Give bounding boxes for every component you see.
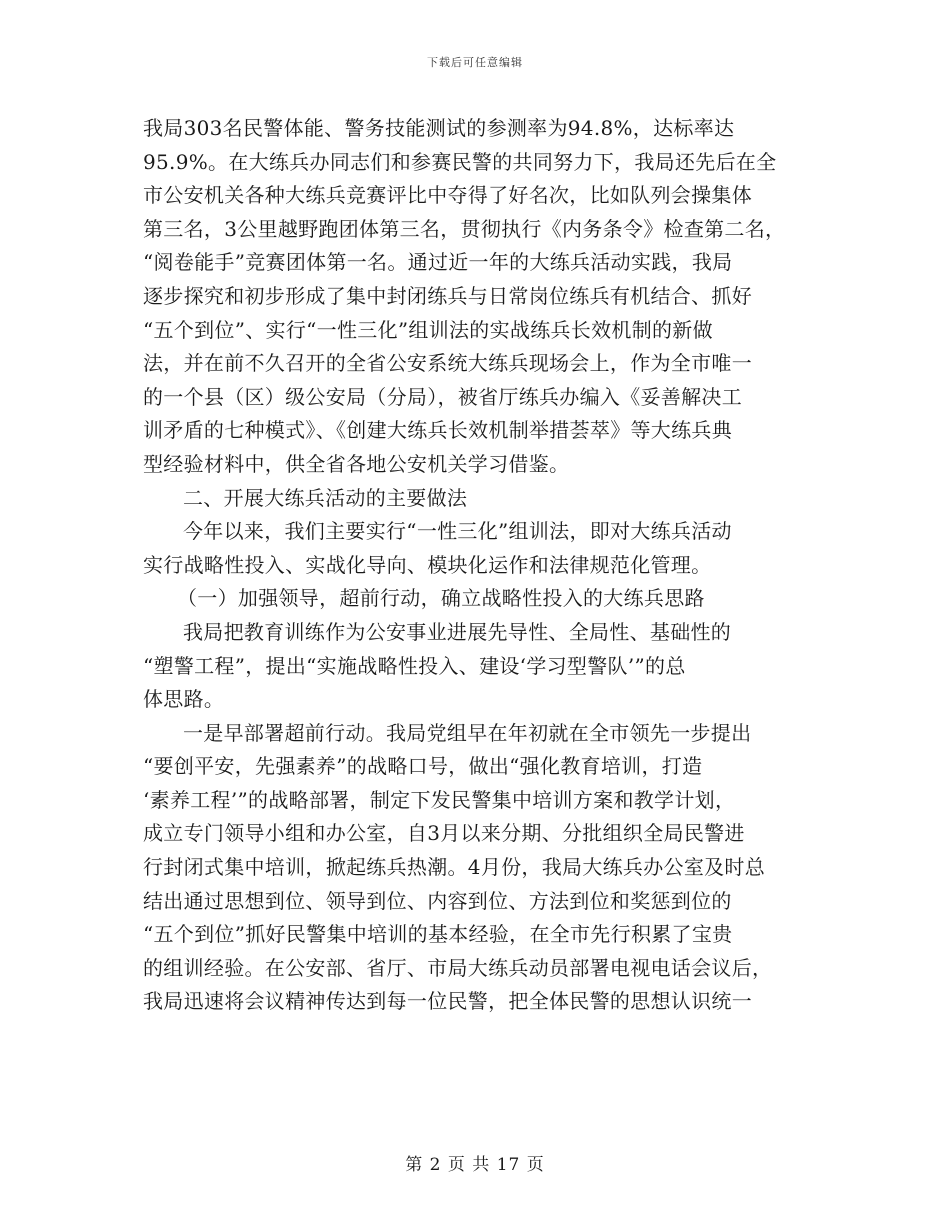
body-line: “五个到位”、实行“一性三化”组训法的实战练兵长效机制的新做 bbox=[143, 317, 713, 342]
body-line: 行封闭式集中培训，掀起练兵热潮。4月份，我局大练兵办公室及时总 bbox=[143, 855, 766, 880]
body-line: “塑警工程”，提出“实施战略性投入、建设‘学习型警队’”的总 bbox=[143, 653, 686, 678]
body-line: 法，并在前不久召开的全省公安系统大练兵现场会上，作为全市唯一 bbox=[143, 351, 752, 376]
section-heading: 二、开展大练兵活动的主要做法 bbox=[183, 485, 468, 510]
body-line: 训矛盾的七种模式》、《创建大练兵长效机制举措荟萃》等大练兵典 bbox=[143, 418, 732, 443]
body-line: “阅卷能手”竞赛团体第一名。通过近一年的大练兵活动实践，我局 bbox=[143, 250, 733, 275]
body-line: 一是早部署超前行动。我局党组早在年初就在全市领先一步提出 bbox=[183, 720, 752, 745]
page-header-note: 下载后可任意编辑 bbox=[427, 56, 523, 69]
body-line: 型经验材料中，供全省各地公安机关学习借鉴。 bbox=[143, 451, 570, 476]
body-line: 95.9%。在大练兵办同志们和参赛民警的共同努力下，我局还先后在全 bbox=[143, 149, 777, 174]
body-line: ‘素养工程’”的战略部署，制定下发民警集中培训方案和教学计划， bbox=[143, 787, 736, 812]
document-body bbox=[143, 112, 823, 1019]
body-line: 成立专门领导小组和办公室，自3月以来分期、分批组织全局民警进 bbox=[143, 821, 745, 846]
body-line: 我局迅速将会议精神传达到每一位民警，把全体民警的思想认识统一 bbox=[143, 989, 752, 1014]
body-line: 我局把教育训练作为公安事业进展先导性、全局性、基础性的 bbox=[183, 619, 732, 644]
body-line: 结出通过思想到位、领导到位、内容到位、方法到位和奖惩到位的 bbox=[143, 888, 732, 913]
body-line: 的组训经验。在公安部、省厅、市局大练兵动员部署电视电话会议后， bbox=[143, 955, 773, 980]
body-line: 体思路。 bbox=[143, 687, 225, 712]
body-line: 我局303名民警体能、警务技能测试的参测率为94.8%，达标率达 bbox=[143, 116, 735, 140]
body-line: “要创平安，先强素养”的战略口号，做出“强化教育培训，打造 bbox=[143, 754, 703, 779]
body-line: 第三名，3公里越野跑团体第三名，贯彻执行《内务条令》检查第二名， bbox=[143, 216, 786, 241]
body-line: 的一个县（区）级公安局（分局），被省厅练兵办编入《妥善解决工 bbox=[143, 384, 742, 409]
body-line: “五个到位”抓好民警集中培训的基本经验，在全市先行积累了宝贵 bbox=[143, 922, 733, 947]
page-number-footer: 第 2 页 共 17 页 bbox=[405, 1155, 545, 1175]
body-line: 实行战略性投入、实战化导向、模块化运作和法律规范化管理。 bbox=[143, 552, 712, 577]
body-line: 市公安机关各种大练兵竞赛评比中夺得了好名次，比如队列会操集体 bbox=[143, 183, 752, 208]
body-line: 逐步探究和初步形成了集中封闭练兵与日常岗位练兵有机结合、抓好 bbox=[143, 283, 752, 308]
subsection-heading: （一）加强领导，超前行动，确立战略性投入的大练兵思路 bbox=[177, 586, 705, 611]
body-line: 今年以来，我们主要实行“一性三化”组训法，即对大练兵活动 bbox=[183, 519, 732, 544]
